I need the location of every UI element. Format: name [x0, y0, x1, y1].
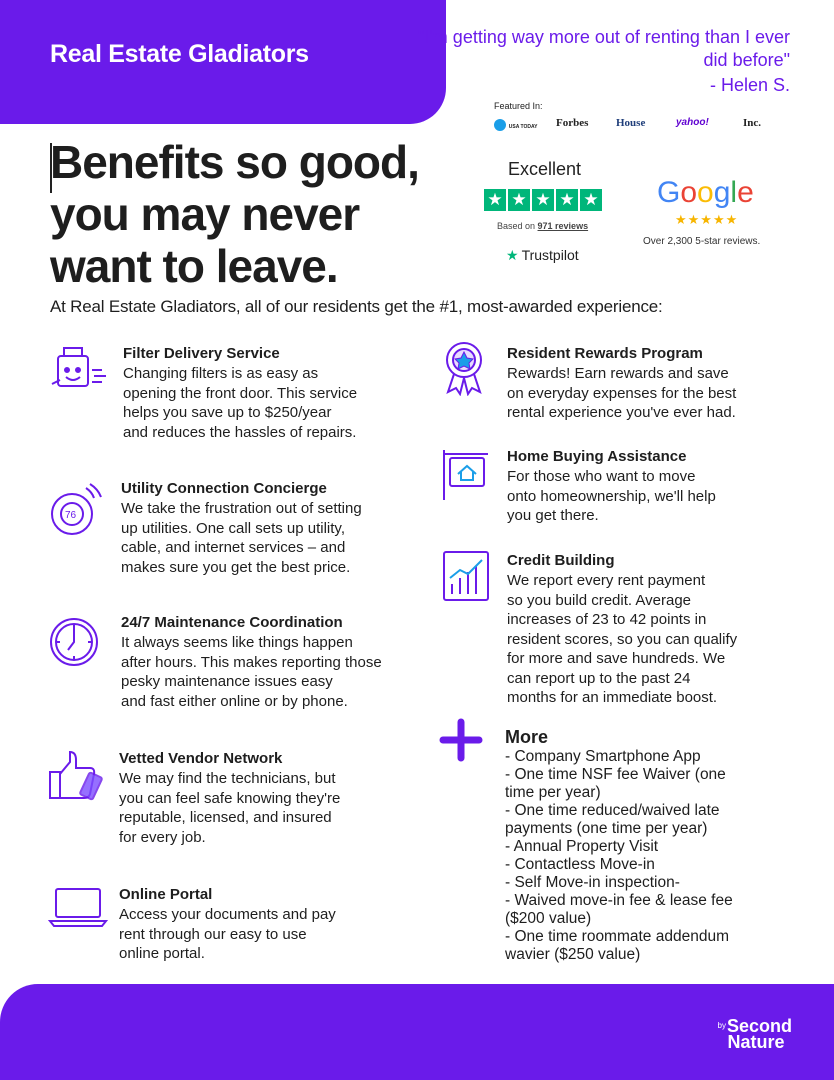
thumbs-up-icon — [46, 748, 104, 809]
feature-utility-concierge — [121, 479, 421, 577]
star-icon: ★ — [532, 189, 554, 211]
brand-name: Real Estate Gladiators — [50, 40, 309, 68]
feature-title: Credit Building — [507, 552, 615, 569]
feature-description: We may find the technicians, but you can feel safe knowing they're reputable, licensed, and insured for every job. — [119, 770, 341, 846]
google-stars: ★★★★★ — [675, 212, 739, 227]
feature-vendor-network — [119, 749, 419, 847]
based-on-text: Based on — [497, 221, 538, 231]
star-icon: ★ — [484, 189, 506, 211]
feature-title: Home Buying Assistance — [507, 448, 687, 465]
trustpilot-brand — [506, 247, 579, 264]
press-logos — [494, 117, 794, 137]
feature-description: Changing filters is as easy as opening the front door. This service helps you save up to $250/year and reduces the hassles of repairs. — [123, 365, 358, 441]
feature-title: Filter Delivery Service — [123, 345, 280, 362]
page-headline: Benefits so good, you may never want to leave. — [50, 136, 419, 292]
more-list: - Company Smartphone App - One time NSF fee Waiver (one time per year) - One time reduced/waived late payments (one time per year) - Annual Property Visit - Contactless Move-in - Self Move-in inspection- - Waived move-in fee & lease fee ($200 value) - One time roommate addendum wavier ($250 value) — [505, 748, 733, 963]
trustpilot-star-icon: ★ — [506, 247, 519, 263]
inc-logo: Inc. — [743, 117, 762, 129]
svg-text:76: 76 — [65, 510, 77, 521]
thermostat-icon — [48, 480, 106, 543]
feature-title: 24/7 Maintenance Coordination — [121, 614, 343, 631]
featured-in-label: Featured In: — [494, 101, 543, 111]
more-title: More — [505, 727, 549, 747]
feature-online-portal — [119, 885, 419, 964]
footer-band — [0, 984, 834, 1080]
yahoo-logo: yahoo! — [676, 117, 709, 128]
bar-chart-icon — [442, 550, 494, 609]
house-logo: House — [616, 117, 646, 129]
feature-description: For those who want to move onto homeownership, we'll help you get there. — [507, 468, 716, 524]
feature-description: We take the frustration out of setting up utilities. One call sets up utility, cable, and internet services – and makes sure you get the best price. — [121, 500, 362, 576]
trustpilot-rating-label: Excellent — [508, 159, 582, 179]
testimonial-quote: "I'm getting way more out of renting than I ever did before" — [417, 27, 790, 70]
usa-today-logo: USA TODAY — [494, 119, 537, 131]
laptop-icon — [48, 885, 108, 934]
feature-description: We report every rent payment so you build credit. Average increases of 23 to 42 points in resident scores, so you can qualify for more and save hundreds. We can report up to the past 24 months for an immediate boost. — [507, 572, 738, 706]
google-logo: Google — [657, 176, 754, 209]
star-icon: ★ — [508, 189, 530, 211]
feature-credit-building — [507, 551, 807, 708]
testimonial-author: - Helen S. — [709, 75, 790, 95]
feature-title: Utility Connection Concierge — [121, 480, 327, 497]
feature-maintenance — [121, 613, 421, 711]
award-ribbon-icon — [440, 340, 492, 401]
trustpilot-name: Trustpilot — [521, 247, 579, 263]
feature-title: Vetted Vendor Network — [119, 750, 283, 767]
feature-more — [505, 727, 805, 964]
review-count-link[interactable]: 971 reviews — [537, 221, 589, 231]
trustpilot-based-on — [497, 221, 588, 231]
plus-icon — [439, 718, 483, 767]
usa-today-dot-icon — [494, 119, 506, 131]
intro-text: At Real Estate Gladiators, all of our residents get the #1, most-awarded experience: — [50, 297, 663, 316]
star-icon: ★ — [556, 189, 578, 211]
google-review-count: Over 2,300 5-star reviews. — [643, 236, 761, 247]
trustpilot-stars — [484, 189, 602, 211]
feature-description: Rewards! Earn rewards and save on everyday expenses for the best rental experience you've ever had. — [507, 365, 737, 421]
home-sign-icon — [440, 448, 492, 507]
feature-description: It always seems like things happen after hours. This makes reporting those pesky maintenance issues easy and fast either online or by phone. — [121, 634, 382, 710]
star-icon: ★ — [580, 189, 602, 211]
feature-filter-delivery — [123, 344, 423, 442]
filter-box-icon — [50, 346, 112, 401]
feature-title: Online Portal — [119, 886, 213, 903]
forbes-logo: Forbes — [556, 117, 589, 129]
clock-icon — [48, 616, 104, 677]
feature-title: Resident Rewards Program — [507, 345, 703, 362]
second-nature-logo: $^{by}$Second Nature — [717, 1016, 792, 1052]
feature-resident-rewards — [507, 344, 807, 423]
feature-home-buying — [507, 447, 807, 526]
feature-description: Access your documents and pay rent through our easy to use online portal. — [119, 906, 336, 962]
